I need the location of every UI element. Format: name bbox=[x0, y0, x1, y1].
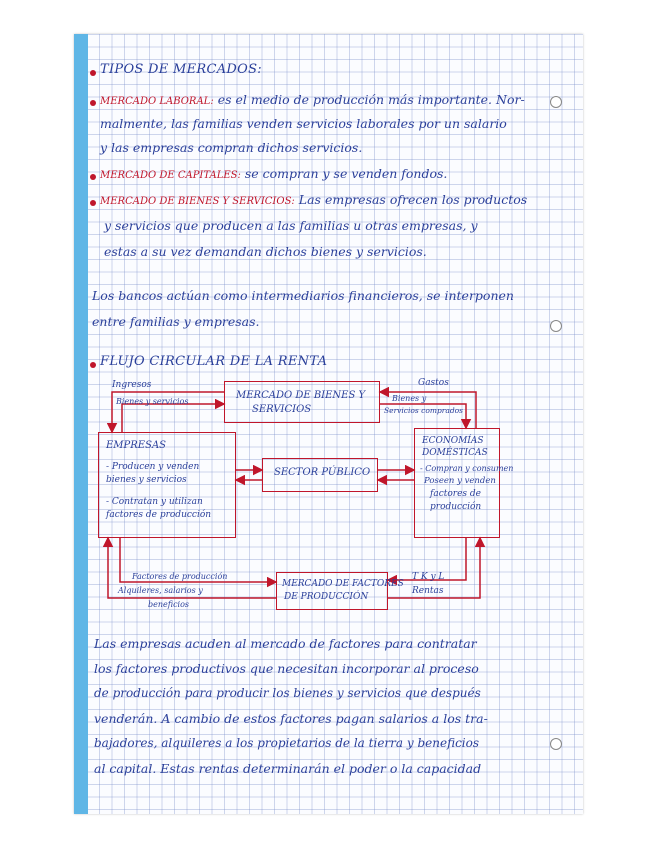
goods-market-line: y servicios que producen a las familias u otras empresas, y bbox=[104, 218, 478, 233]
labor-market-label: MERCADO LABORAL: bbox=[100, 96, 214, 107]
paragraph-line: bajadores, alquileres a los propietarios de la tierra y beneficios bbox=[94, 736, 480, 750]
section-heading: FLUJO CIRCULAR DE LA RENTA bbox=[100, 354, 328, 369]
labor-market-line: y las empresas compran dichos servicios. bbox=[100, 140, 363, 155]
flow-label-ingresos: Ingresos bbox=[112, 380, 152, 390]
factor-market-title: DE PRODUCCIÓN bbox=[284, 592, 369, 602]
paragraph-line: los factores productivos que necesitan incorporar al proceso bbox=[94, 661, 479, 676]
economias-line: - Compran y consumen bbox=[420, 464, 514, 473]
capital-market-label: MERCADO DE CAPITALES: bbox=[100, 170, 241, 181]
flow-label-purchased: Servicios comprados bbox=[384, 406, 463, 415]
goods-market-line: estas a su vez demandan dichos bienes y servicios. bbox=[104, 244, 427, 259]
economias-line: factores de bbox=[430, 489, 481, 499]
flow-label-factores: Factores de producción bbox=[132, 572, 228, 581]
empresas-title: EMPRESAS bbox=[106, 440, 167, 451]
empresas-line: - Contratan y utilizan bbox=[106, 497, 203, 507]
empresas-line: factores de producción bbox=[106, 510, 212, 520]
labor-market-line: malmente, las familias venden servicios laborales por un salario bbox=[100, 116, 507, 131]
capital-market-line: MERCADO DE CAPITALES: se compran y se venden fondos. bbox=[100, 166, 448, 181]
economias-title: ECONOMÍAS bbox=[422, 436, 484, 446]
flow-label-goods: Bienes y servicios bbox=[116, 397, 189, 406]
sector-publico-title: SECTOR PÚBLICO bbox=[274, 467, 371, 478]
goods-services-market-box bbox=[224, 381, 380, 423]
flow-label-gastos: Gastos bbox=[418, 378, 449, 388]
paragraph-line: al capital. Estas rentas determinarán el poder o la capacidad bbox=[94, 761, 482, 776]
goods-market-line: MERCADO DE BIENES Y SERVICIOS: Las empresas ofrecen los productos bbox=[100, 192, 528, 207]
empresas-line: - Producen y venden bbox=[106, 462, 200, 472]
flow-label-beneficios: beneficios bbox=[148, 600, 190, 609]
flow-label-tkl: T K y L bbox=[412, 572, 445, 582]
flow-label-rents: Alquileres, salarios y bbox=[118, 586, 203, 595]
goods-market-title: MERCADO DE BIENES Y bbox=[236, 390, 366, 401]
paragraph-line: venderán. A cambio de estos factores pagan salarios a los tra- bbox=[94, 711, 488, 726]
section-heading: TIPOS DE MERCADOS: bbox=[100, 62, 262, 77]
economias-title: DOMÉSTICAS bbox=[422, 448, 488, 458]
factor-market-box bbox=[276, 572, 388, 610]
goods-market-title: SERVICIOS bbox=[252, 404, 312, 415]
banks-line: Los bancos actúan como intermediarios financieros, se interponen bbox=[92, 288, 514, 303]
paragraph-line: Las empresas acuden al mercado de factores para contratar bbox=[94, 636, 477, 651]
economias-line: producción bbox=[430, 502, 482, 512]
labor-market-line: MERCADO LABORAL: es el medio de producción más importante. Nor- bbox=[100, 92, 525, 107]
empresas-line: bienes y servicios bbox=[106, 475, 187, 485]
flow-label-rentas: Rentas bbox=[412, 586, 444, 596]
banks-line: entre familias y empresas. bbox=[92, 314, 260, 329]
goods-market-label: MERCADO DE BIENES Y SERVICIOS: bbox=[100, 196, 295, 207]
economias-line: Poseen y venden bbox=[424, 476, 496, 486]
flow-label-bienes: Bienes y bbox=[392, 394, 427, 403]
factor-market-title: MERCADO DE FACTORES bbox=[282, 579, 404, 589]
paragraph-line: de producción para producir los bienes y servicios que después bbox=[94, 686, 481, 700]
